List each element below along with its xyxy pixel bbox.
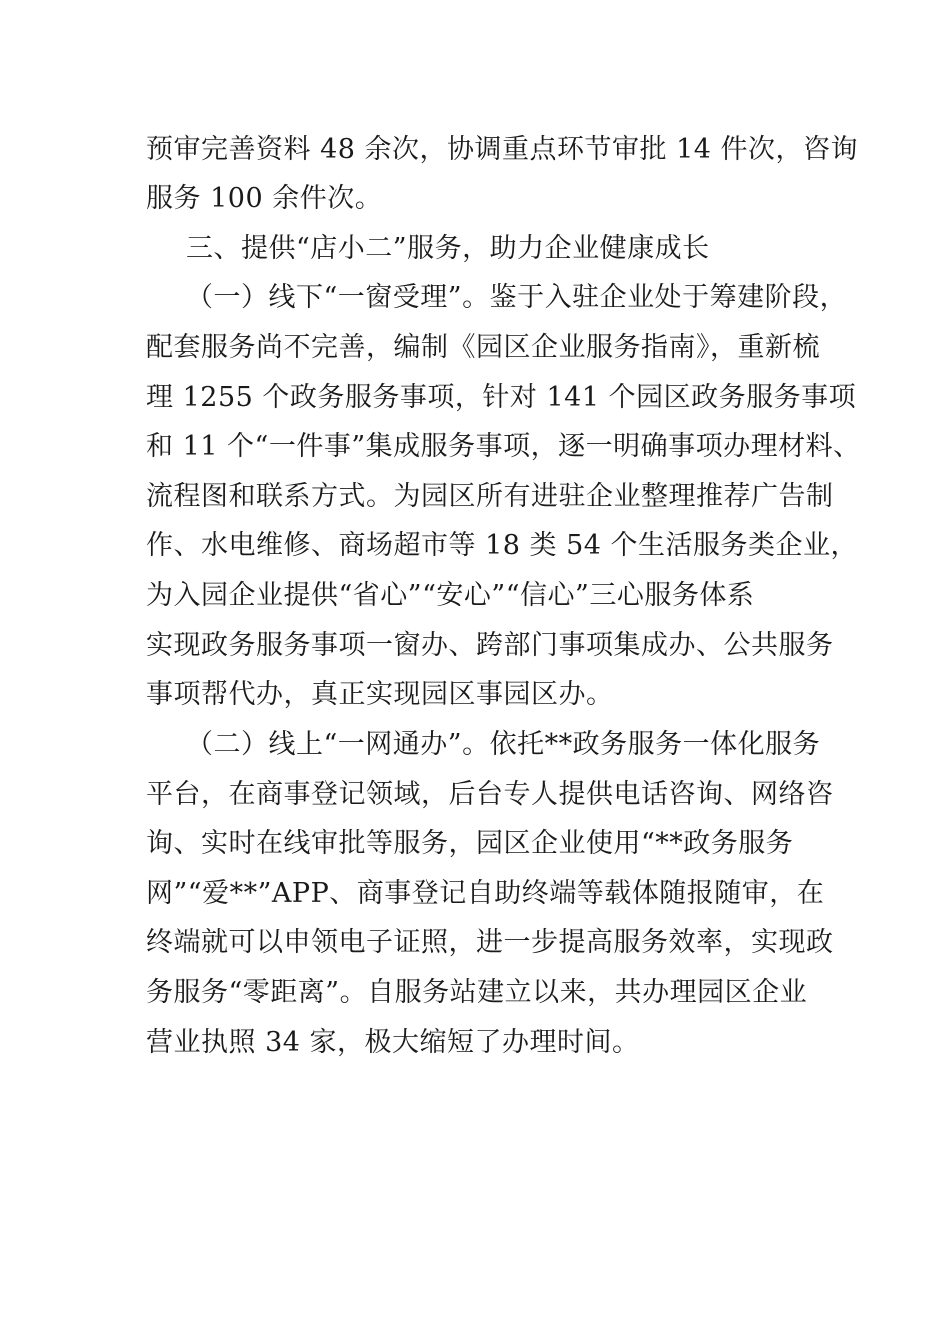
paragraph-line: 配套服务尚不完善，编制《园区企业服务指南》，重新梳 bbox=[146, 332, 820, 363]
paragraph-line: 流程图和联系方式。为园区所有进驻企业整理推荐广告制 bbox=[146, 481, 834, 512]
paragraph-line: 理 1255 个政务服务事项，针对 141 个园区政务服务事项 bbox=[146, 382, 857, 413]
paragraph-line: 营业执照 34 家，极大缩短了办理时间。 bbox=[146, 1027, 640, 1058]
paragraph-line: 务服务“零距离”。自服务站建立以来，共办理园区企业 bbox=[146, 977, 808, 1008]
paragraph-line: 作、水电维修、商场超市等 18 类 54 个生活服务类企业， bbox=[146, 530, 859, 561]
subsection-heading-line: （二）线上“一网通办”。依托**政务服务一体化服务 bbox=[186, 729, 821, 760]
paragraph-line: 事项帮代办，真正实现园区事园区办。 bbox=[146, 679, 614, 710]
paragraph-line: 网”“爱**”APP、商事登记自助终端等载体随报随审，在 bbox=[146, 878, 825, 909]
paragraph-line: 和 11 个“一件事”集成服务事项，逐一明确事项办理材料、 bbox=[146, 431, 861, 462]
paragraph-line: 预审完善资料 48 余次，协调重点环节审批 14 件次，咨询 bbox=[146, 134, 859, 165]
paragraph-line: 平台，在商事登记领域，后台专人提供电话咨询、网络咨 bbox=[146, 779, 834, 810]
paragraph-line: 实现政务服务事项一窗办、跨部门事项集成办、公共服务 bbox=[146, 630, 834, 661]
subsection-heading-line: （一）线下“一窗受理”。鉴于入驻企业处于筹建阶段， bbox=[186, 282, 848, 313]
paragraph-line: 询、实时在线审批等服务，园区企业使用“**政务服务 bbox=[146, 828, 794, 859]
paragraph-line: 服务 100 余件次。 bbox=[146, 183, 383, 214]
paragraph-line: 终端就可以申领电子证照，进一步提高服务效率，实现政 bbox=[146, 927, 834, 958]
paragraph-line: 为入园企业提供“省心”“安心”“信心”三心服务体系 bbox=[146, 580, 755, 611]
section-heading: 三、提供“店小二”服务，助力企业健康成长 bbox=[186, 233, 710, 264]
